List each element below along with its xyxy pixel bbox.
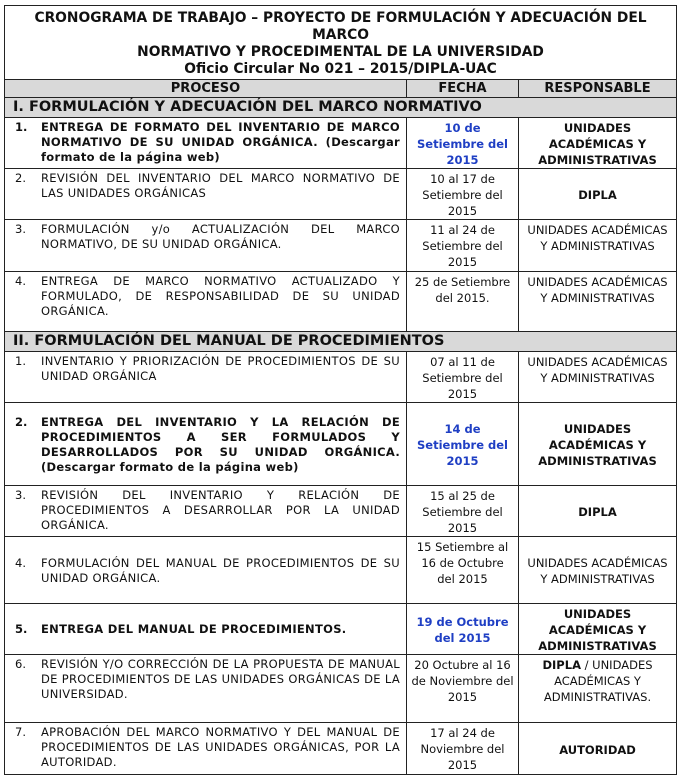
table-row [5, 655, 677, 723]
table-row [5, 604, 677, 655]
table-row [5, 352, 677, 403]
process-text: REVISIÓN DEL INVENTARIO Y RELACIÓN DE PROCEDIMIENTOS A DESARROLLAR POR LA UNIDAD ORGÁNICA. [41, 488, 400, 532]
process-cell [5, 723, 407, 775]
responsible-cell: UNIDADES ACADÉMICAS Y ADMINISTRATIVAS [519, 220, 677, 272]
table-row [5, 537, 677, 604]
header-row [5, 80, 677, 98]
header-proceso: PROCESO [5, 80, 407, 98]
process-cell [5, 403, 407, 486]
responsible-cell: UNIDADES ACADÉMICAS Y ADMINISTRATIVAS [519, 403, 677, 486]
table-row [5, 220, 677, 272]
row-number: 6. [15, 657, 26, 671]
row-number: 1. [15, 120, 28, 134]
responsible-units: / UNIDADES ACADÉMICAS Y ADMINISTRATIVAS. [543, 658, 653, 704]
process-cell [5, 118, 407, 169]
table-row [5, 486, 677, 537]
header-fecha: FECHA [407, 80, 519, 98]
responsible-cell: DIPLA [519, 169, 677, 220]
title-line-3: Oficio Circular No 021 – 2015/DIPLA-UAC [184, 61, 497, 77]
title-line-1: CRONOGRAMA DE TRABAJO – PROYECTO DE FORMULACIÓN Y ADECUACIÓN DEL MARCO [34, 10, 647, 43]
date-cell: 19 de Octubre del 2015 [407, 604, 519, 655]
row-number: 4. [15, 555, 26, 570]
section-label: I. FORMULACIÓN Y ADECUACIÓN DEL MARCO NORMATIVO [5, 98, 677, 118]
header-responsable: RESPONSABLE [519, 80, 677, 98]
date-cell: 10 de Setiembre del 2015 [407, 118, 519, 169]
process-cell [5, 352, 407, 403]
section-header [5, 332, 677, 352]
date-cell: 14 de Setiembre del 2015 [407, 403, 519, 486]
section-label: II. FORMULACIÓN DEL MANUAL DE PROCEDIMIENTOS [5, 332, 677, 352]
responsible-cell: UNIDADES ACADÉMICAS Y ADMINISTRATIVAS [519, 604, 677, 655]
table-row [5, 403, 677, 486]
process-text: ENTREGA DE FORMATO DEL INVENTARIO DE MARCO NORMATIVO DE SU UNIDAD ORGÁNICA. (Descargar formato de la página web) [41, 120, 400, 164]
process-cell [5, 486, 407, 537]
responsible-cell: DIPLA [519, 486, 677, 537]
process-text: REVISIÓN Y/O CORRECCIÓN DE LA PROPUESTA DE MANUAL DE PROCEDIMIENTOS DE LAS UNIDADES ORGÁNICAS DE LA UNIVERSIDAD. [41, 657, 400, 701]
process-text: ENTREGA DEL INVENTARIO Y LA RELACIÓN DE PROCEDIMIENTOS A SER FORMULADOS Y DESARROLLADOS POR SU UNIDAD ORGÁNICA. (Descargar formato de la página web) [41, 414, 400, 474]
row-number: 2. [15, 414, 28, 429]
row-number: 4. [15, 274, 26, 288]
row-number: 2. [15, 171, 26, 185]
process-text: FORMULACIÓN DEL MANUAL DE PROCEDIMIENTOS DE SU UNIDAD ORGÁNICA. [41, 555, 400, 585]
schedule-document [4, 5, 676, 775]
process-cell [5, 655, 407, 723]
date-cell: 11 al 24 de Setiembre del 2015 [407, 220, 519, 272]
date-cell: 10 al 17 de Setiembre del 2015 [407, 169, 519, 220]
title-row [5, 6, 677, 80]
process-text: ENTREGA DE MARCO NORMATIVO ACTUALIZADO Y FORMULADO, DE RESPONSABILIDAD DE SU UNIDAD ORGÁNICA. [41, 274, 400, 318]
date-cell: 15 Setiembre al 16 de Octubre del 2015 [407, 537, 519, 604]
date-cell: 15 al 25 de Setiembre del 2015 [407, 486, 519, 537]
document-title [5, 6, 677, 80]
process-text: INVENTARIO Y PRIORIZACIÓN DE PROCEDIMIENTOS DE SU UNIDAD ORGÁNICA [41, 354, 400, 383]
process-cell [5, 604, 407, 655]
responsible-cell: UNIDADES ACADÉMICAS Y ADMINISTRATIVAS [519, 272, 677, 332]
title-line-2: NORMATIVO Y PROCEDIMENTAL DE LA UNIVERSIDAD [137, 44, 544, 60]
date-cell: 17 al 24 de Noviembre del 2015 [407, 723, 519, 775]
process-cell [5, 272, 407, 332]
responsible-cell: UNIDADES ACADÉMICAS Y ADMINISTRATIVAS [519, 537, 677, 604]
section-header [5, 98, 677, 118]
date-cell: 25 de Setiembre del 2015. [407, 272, 519, 332]
process-cell [5, 220, 407, 272]
process-cell [5, 537, 407, 604]
table-row [5, 169, 677, 220]
table-row [5, 272, 677, 332]
table-row [5, 118, 677, 169]
responsible-cell: UNIDADES ACADÉMICAS Y ADMINISTRATIVAS [519, 118, 677, 169]
row-number: 3. [15, 488, 26, 502]
row-number: 7. [15, 725, 26, 739]
row-number: 3. [15, 222, 26, 236]
process-text: ENTREGA DEL MANUAL DE PROCEDIMIENTOS. [41, 622, 347, 636]
responsible-cell [519, 655, 677, 723]
row-number: 5. [15, 622, 28, 636]
table-row [5, 723, 677, 775]
process-text: APROBACIÓN DEL MARCO NORMATIVO Y DEL MANUAL DE PROCEDIMIENTOS DE LAS UNIDADES ORGÁNICAS, POR LA AUTORIDAD. [41, 725, 400, 769]
process-text: REVISIÓN DEL INVENTARIO DEL MARCO NORMATIVO DE LAS UNIDADES ORGÁNICAS [41, 171, 400, 200]
schedule-table [4, 5, 677, 775]
responsible-cell: AUTORIDAD [519, 723, 677, 775]
row-number: 1. [15, 354, 26, 368]
responsible-dipla: DIPLA [542, 658, 581, 672]
process-cell [5, 169, 407, 220]
date-cell: 07 al 11 de Setiembre del 2015 [407, 352, 519, 403]
process-text: FORMULACIÓN y/o ACTUALIZACIÓN DEL MARCO NORMATIVO, DE SU UNIDAD ORGÁNICA. [41, 222, 400, 251]
responsible-cell: UNIDADES ACADÉMICAS Y ADMINISTRATIVAS [519, 352, 677, 403]
date-cell: 20 Octubre al 16 de Noviembre del 2015 [407, 655, 519, 723]
